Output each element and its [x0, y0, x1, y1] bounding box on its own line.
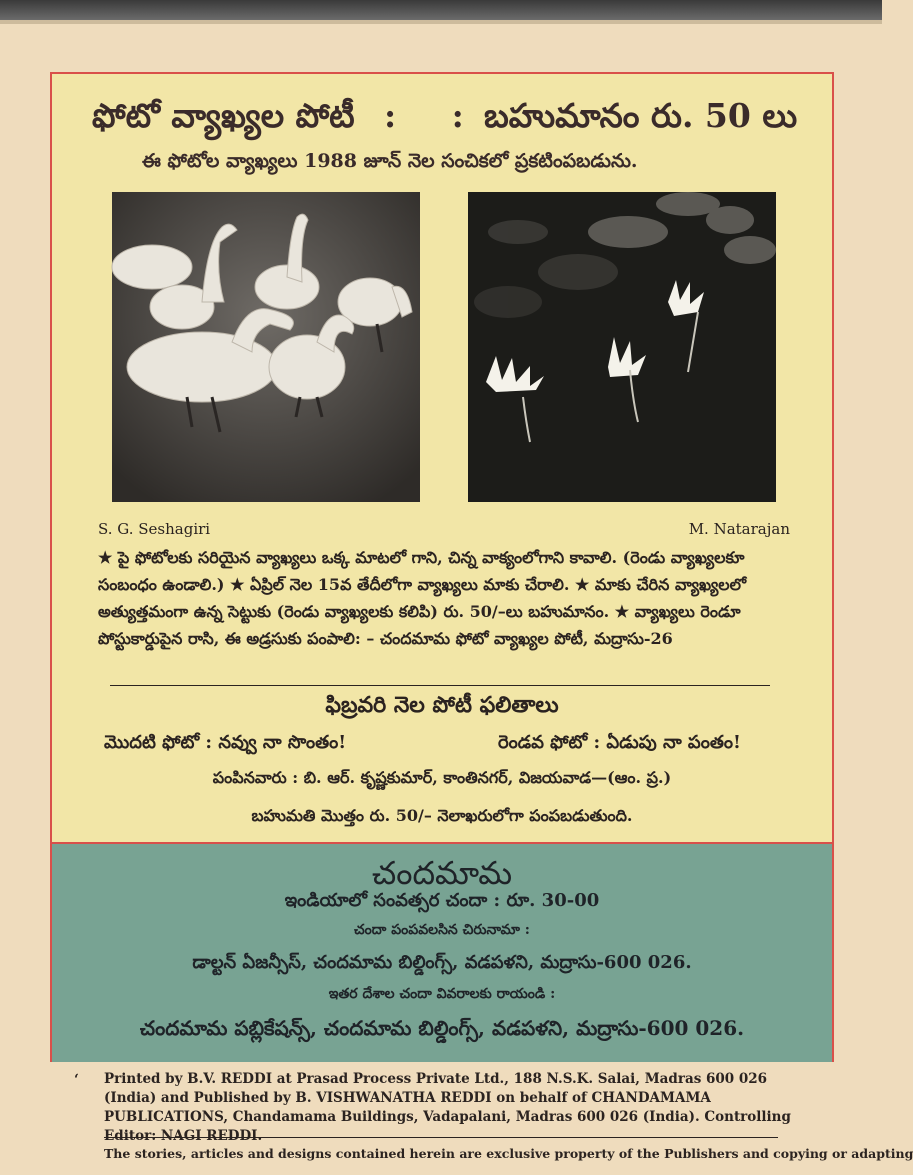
second-photo-caption: రెండవ ఫోటో : ఏడుపు నా పంతం! [498, 732, 741, 753]
send-to-label: చందా పంపవలసిన చిరునామా : [354, 922, 530, 938]
photo-credit-right: M. Natarajan [688, 520, 790, 538]
agency-address: డాల్టన్ ఏజన్సీస్, చందమామ బిల్డింగ్స్, వడపళని, మద్రాసు-600 026. [192, 952, 692, 973]
photo-credit-left: S. G. Seshagiri [98, 520, 211, 538]
copyright-note: The stories, articles and designs contained herein are exclusive property of the Publishers and copying or adapting [104, 1146, 913, 1161]
page-top-edge [0, 0, 882, 20]
water-lilies-photo [468, 192, 776, 502]
prize-total-note: బహుమతి మొత్తం రు. 50/– నెలాఖరులోగా పంపబడుతుంది. [251, 806, 633, 825]
contest-title: ఫోటో వ్యాఖ్యల పోటీ [92, 96, 355, 135]
contest-frame [50, 72, 834, 1062]
swans-photo [112, 192, 420, 502]
publisher-address: చందమామ పబ్లికేషన్స్, చందమామ బిల్డింగ్స్, వడపళని, మద్రాసు-600 026. [139, 1016, 745, 1040]
section-divider [110, 685, 770, 686]
subscription-section [52, 842, 832, 1062]
photo-contest-section [52, 74, 832, 842]
printer-publisher-note: Printed by B.V. REDDI at Prasad Process Private Ltd., 188 N.S.K. Salai, Madras 600 026 (India) and Published by B. VISHWANATHA REDDI on behalf of CHANDAMAMA PUBLICATIONS, Chandamama Buildings, Vadapalani, Madras 600 026 (India). Controlling Editor: NAGI REDDI. [104, 1071, 791, 1144]
foreign-subscription-label: ఇతర దేశాల చందా వివరాలకు రాయండి : [328, 986, 556, 1002]
annual-subscription-rate: ఇండియాలో సంవత్సర చందా : రూ. 30-00 [284, 890, 600, 911]
first-photo-caption: మొదటి ఫోటో : నవ్వు నా సొంతం! [104, 732, 347, 753]
contest-instructions: ★ పై ఫోటోలకు సరియైన వ్యాఖ్యలు ఒక్క మాటలో గాని, చిన్న వాక్యంలోగాని కావాలి. (రెండు వ్యాఖ్యలకూ సంబంధం ఉండాలి.) ★ ఏప్రిల్ నెల 15వ తేదీలోగా వ్యాఖ్యలు మాకు చేరాలి. ★ మాకు చేరిన వ్యాఖ్యలలో అత్యుత్తమంగా ఉన్న సెట్టుకు (రెండు వ్యాఖ్యలకు కలిపి) రు. 50/–లు బహుమానం. ★ వ్యాఖ్యలు రెండూ పోస్టుకార్డుపైన రాసి, ఈ అడ్రసుకు పంపాలి: – చందమామ ఫోటో వ్యాఖ్యల పోటీ, మద్రాసు-26 [98, 548, 747, 648]
results-title: ఫిబ్రవరి నెల పోటీ ఫలితాలు [325, 692, 559, 718]
contest-subtitle: ఈ ఫోటోల వ్యాఖ్యలు 1988 జూన్ నెల సంచికలో ప్రకటింపబడును. [142, 150, 638, 172]
magazine-name: చందమామ [371, 854, 513, 892]
winner-sender: పంపినవారు : బి. ఆర్. కృష్ణకుమార్, కాంతినగర్, విజయవాడ—(ఆం. ప్ర.) [212, 768, 672, 787]
title-separator: : : [384, 96, 486, 135]
footer-divider [104, 1137, 778, 1138]
margin-mark: ‘ [74, 1072, 79, 1088]
contest-prize: బహుమానం రు. 50 లు [484, 96, 798, 135]
